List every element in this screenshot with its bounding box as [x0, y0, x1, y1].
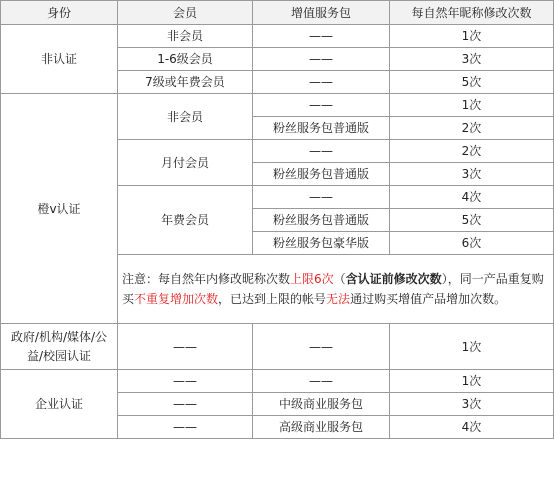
- member-cell: ——: [118, 370, 253, 393]
- note-highlight-red: 不重复增加次数: [134, 292, 219, 306]
- package-cell: ——: [253, 94, 390, 117]
- note-highlight-bold: 含认证前修改次数: [345, 272, 442, 286]
- table-row: [1, 25, 554, 48]
- member-cell: 非会员: [118, 94, 253, 140]
- package-cell: 粉丝服务包普通版: [253, 117, 390, 140]
- package-cell: ——: [253, 48, 390, 71]
- member-cell: ——: [118, 393, 253, 416]
- header-member: 会员: [118, 1, 253, 25]
- count-cell: 5次: [390, 71, 554, 94]
- package-cell: ——: [253, 140, 390, 163]
- table-row: [1, 94, 554, 117]
- package-cell: 粉丝服务包豪华版: [253, 232, 390, 255]
- header-package: 增值服务包: [253, 1, 390, 25]
- identity-government: 政府/机构/媒体/公益/校园认证: [1, 324, 118, 370]
- package-cell: 高级商业服务包: [253, 416, 390, 439]
- count-cell: 2次: [390, 117, 554, 140]
- member-cell: ——: [118, 324, 253, 370]
- package-cell: ——: [253, 370, 390, 393]
- member-cell: 月付会员: [118, 140, 253, 186]
- header-identity: 身份: [1, 1, 118, 25]
- note-part: 通过购买增值产品增加次数。: [350, 292, 507, 306]
- member-cell: ——: [118, 416, 253, 439]
- count-cell: 6次: [390, 232, 554, 255]
- count-cell: 4次: [390, 186, 554, 209]
- package-cell: ——: [253, 186, 390, 209]
- count-cell: 3次: [390, 163, 554, 186]
- table-row: [1, 370, 554, 393]
- member-cell: 非会员: [118, 25, 253, 48]
- count-cell: 3次: [390, 393, 554, 416]
- package-cell: ——: [253, 324, 390, 370]
- package-cell: 粉丝服务包普通版: [253, 209, 390, 232]
- note-highlight-red: 上限6次: [290, 272, 334, 286]
- package-cell: 中级商业服务包: [253, 393, 390, 416]
- header-changes: 每自然年昵称修改次数: [390, 1, 554, 25]
- identity-orange-v: 橙v认证: [1, 94, 118, 324]
- package-cell: ——: [253, 71, 390, 94]
- member-cell: 年费会员: [118, 186, 253, 255]
- member-cell: 7级或年费会员: [118, 71, 253, 94]
- package-cell: 粉丝服务包普通版: [253, 163, 390, 186]
- note-part: （: [333, 272, 346, 286]
- identity-enterprise: 企业认证: [1, 370, 118, 439]
- count-cell: 1次: [390, 324, 554, 370]
- header-row: [1, 1, 554, 25]
- member-cell: 1-6级会员: [118, 48, 253, 71]
- count-cell: 4次: [390, 416, 554, 439]
- table-row: [1, 324, 554, 370]
- note-text: [118, 255, 554, 324]
- note-part: ，已达到上限的帐号: [218, 292, 327, 306]
- note-part: 注意：每自然年内修改昵称次数: [122, 272, 291, 286]
- count-cell: 1次: [390, 370, 554, 393]
- note-highlight-red: 无法: [326, 292, 351, 306]
- count-cell: 2次: [390, 140, 554, 163]
- note-part: ），同一产品重复购买: [122, 272, 544, 306]
- identity-nonverified: 非认证: [1, 25, 118, 94]
- count-cell: 3次: [390, 48, 554, 71]
- count-cell: 1次: [390, 94, 554, 117]
- count-cell: 5次: [390, 209, 554, 232]
- count-cell: 1次: [390, 25, 554, 48]
- package-cell: ——: [253, 25, 390, 48]
